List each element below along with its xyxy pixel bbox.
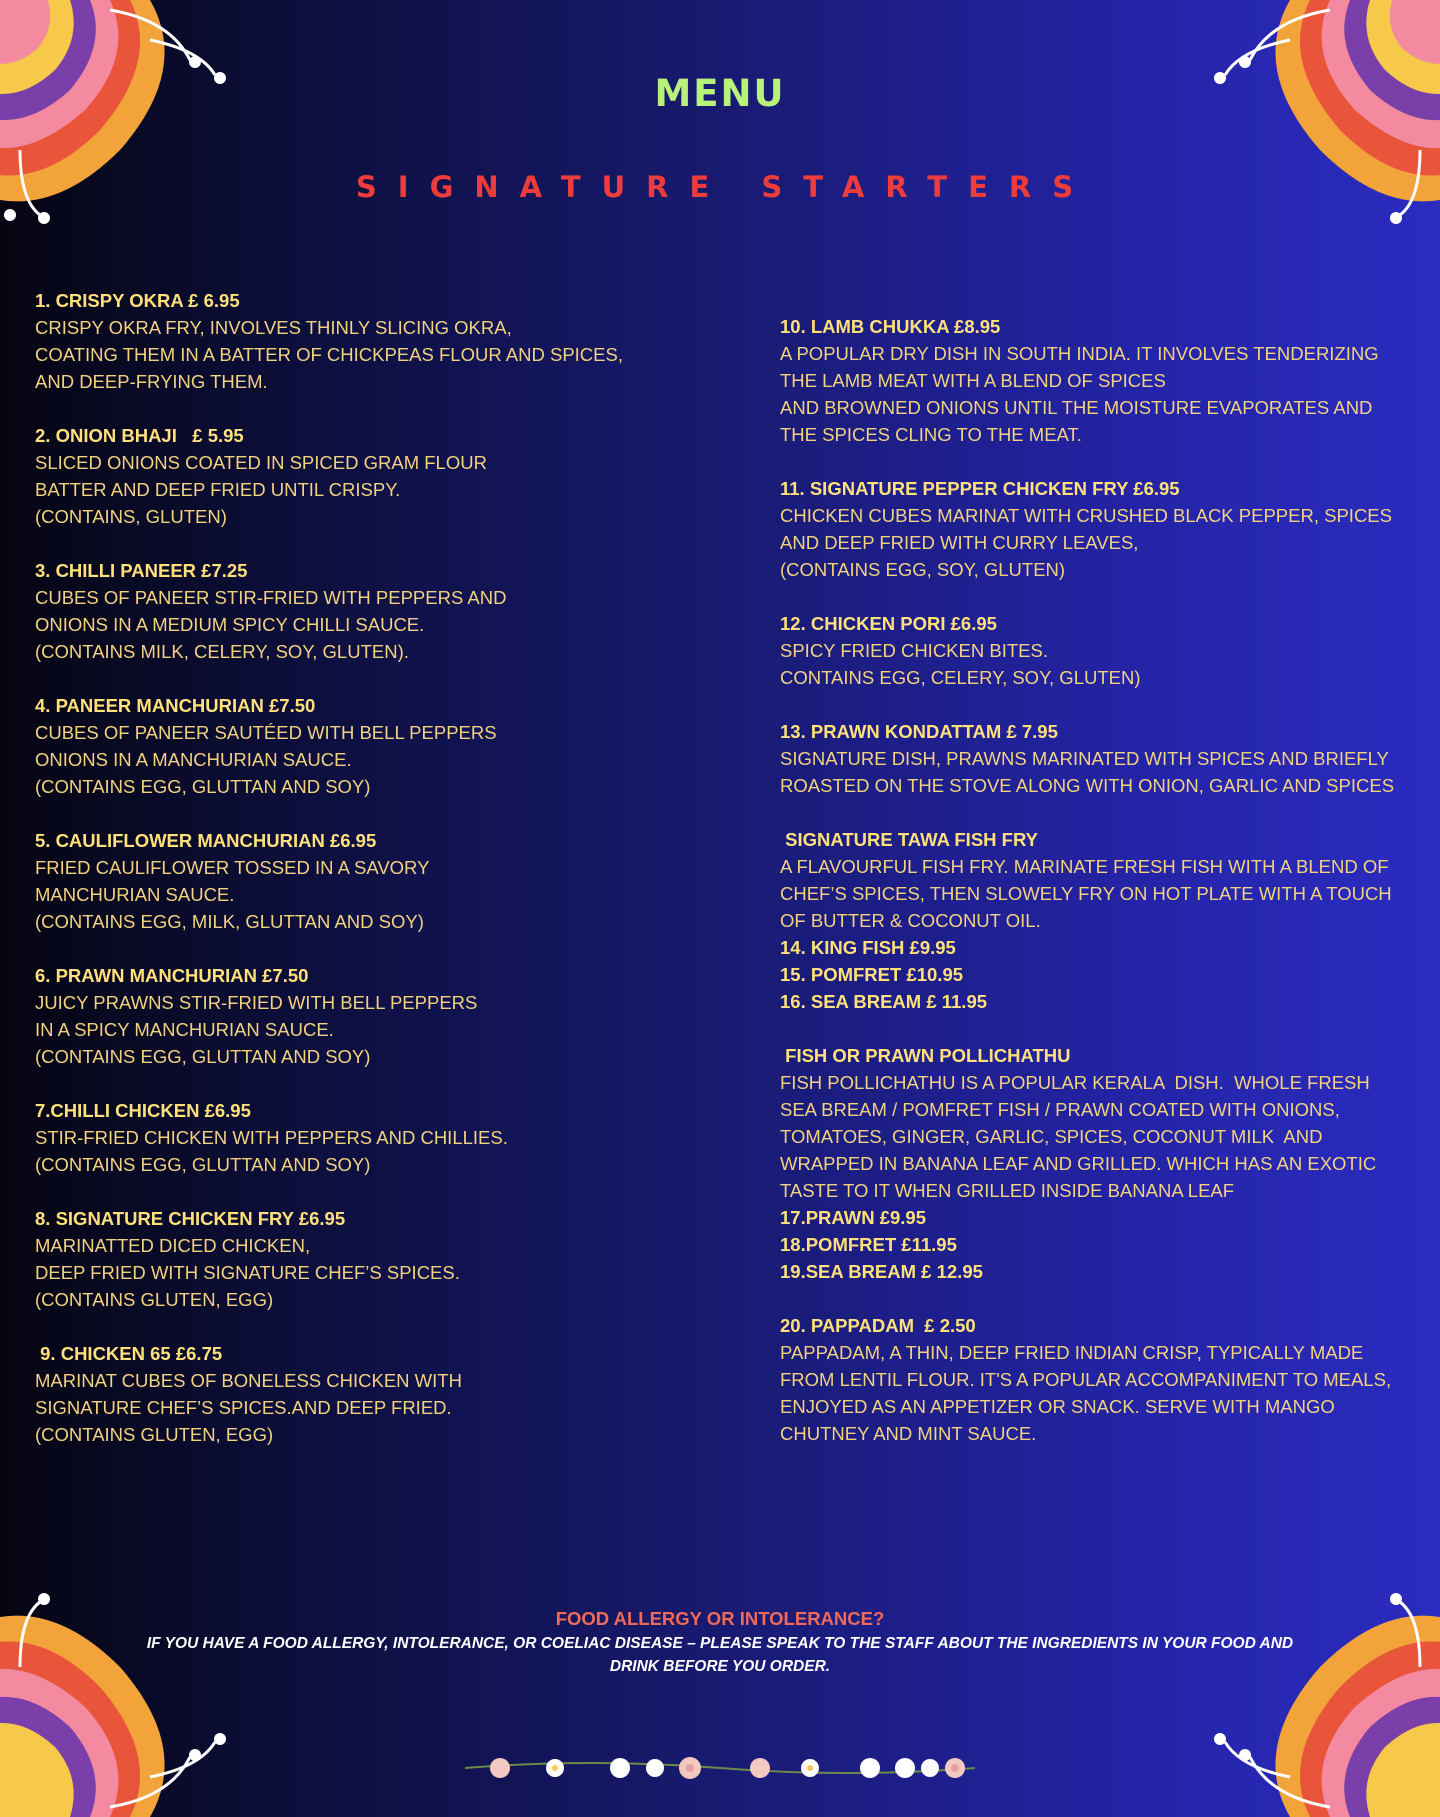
menu-item-description: TASTE TO IT WHEN GRILLED INSIDE BANANA LEAF xyxy=(780,1180,1235,1201)
menu-item-description: MARINATTED DICED CHICKEN, xyxy=(35,1235,311,1256)
menu-item-description: MARINAT CUBES OF BONELESS CHICKEN WITH xyxy=(35,1370,462,1391)
menu-item-description: THE LAMB MEAT WITH A BLEND OF SPICES xyxy=(780,370,1166,391)
menu-item-description: ONIONS IN A MEDIUM SPICY CHILLI SAUCE. xyxy=(35,614,425,635)
menu-item-description: AND BROWNED ONIONS UNTIL THE MOISTURE EVAPORATES AND xyxy=(780,397,1373,418)
menu-item-name: 3. CHILLI PANEER £7.25 xyxy=(35,560,248,581)
menu-item-description: SIGNATURE CHEF’S SPICES.AND DEEP FRIED. xyxy=(35,1397,452,1418)
menu-item xyxy=(780,718,1430,799)
menu-item-description: TOMATOES, GINGER, GARLIC, SPICES, COCONUT MILK AND xyxy=(780,1126,1323,1147)
menu-item-name: 12. CHICKEN PORI £6.95 xyxy=(780,613,997,634)
menu-item-description: COATING THEM IN A BATTER OF CHICKPEAS FLOUR AND SPICES, xyxy=(35,344,623,365)
menu-item-description: AND DEEP-FRYING THEM. xyxy=(35,371,268,392)
menu-item-description: (CONTAINS EGG, GLUTTAN AND SOY) xyxy=(35,776,371,797)
menu-item-description: SIGNATURE DISH, PRAWNS MARINATED WITH SPICES AND BRIEFLY xyxy=(780,748,1389,769)
mandala-corner-icon xyxy=(1180,0,1440,240)
menu-item-description: CUBES OF PANEER STIR-FRIED WITH PEPPERS AND xyxy=(35,587,507,608)
menu-column-right xyxy=(780,313,1430,1474)
menu-item-description: (CONTAINS MILK, CELERY, SOY, GLUTEN). xyxy=(35,641,409,662)
menu-item xyxy=(35,1097,755,1178)
menu-item xyxy=(35,692,755,800)
menu-item-description: IN A SPICY MANCHURIAN SAUCE. xyxy=(35,1019,334,1040)
menu-item-variant: 18.POMFRET £11.95 xyxy=(780,1234,957,1255)
menu-item-description: THE SPICES CLING TO THE MEAT. xyxy=(780,424,1082,445)
menu-item-name: 20. PAPPADAM £ 2.50 xyxy=(780,1315,976,1336)
menu-item-description: AND DEEP FRIED WITH CURRY LEAVES, xyxy=(780,532,1139,553)
menu-item-description: (CONTAINS EGG, SOY, GLUTEN) xyxy=(780,559,1066,580)
menu-item-name: 13. PRAWN KONDATTAM £ 7.95 xyxy=(780,721,1058,742)
menu-item-name: 11. SIGNATURE PEPPER CHICKEN FRY £6.95 xyxy=(780,478,1180,499)
menu-item-description: STIR-FRIED CHICKEN WITH PEPPERS AND CHILLIES. xyxy=(35,1127,508,1148)
menu-item-description: CHICKEN CUBES MARINAT WITH CRUSHED BLACK PEPPER, SPICES xyxy=(780,505,1392,526)
menu-item-variant: 19.SEA BREAM £ 12.95 xyxy=(780,1261,983,1282)
menu-item-description: CHEF’S SPICES, THEN SLOWELY FRY ON HOT PLATE WITH A TOUCH xyxy=(780,883,1392,904)
menu-item-description: (CONTAINS GLUTEN, EGG) xyxy=(35,1289,274,1310)
menu-item-description: SEA BREAM / POMFRET FISH / PRAWN COATED WITH ONIONS, xyxy=(780,1099,1340,1120)
menu-item-name: 4. PANEER MANCHURIAN £7.50 xyxy=(35,695,316,716)
menu-item-name: 9. CHICKEN 65 £6.75 xyxy=(35,1343,223,1364)
menu-item-variant: 17.PRAWN £9.95 xyxy=(780,1207,927,1228)
menu-item xyxy=(780,1042,1430,1285)
flower-garland-icon xyxy=(460,1748,980,1788)
menu-item-description: MANCHURIAN SAUCE. xyxy=(35,884,235,905)
menu-item-name: SIGNATURE TAWA FISH FRY xyxy=(780,829,1038,850)
menu-item-description: ONIONS IN A MANCHURIAN SAUCE. xyxy=(35,749,352,770)
menu-item xyxy=(35,422,755,530)
menu-item-name: 5. CAULIFLOWER MANCHURIAN £6.95 xyxy=(35,830,377,851)
menu-item-description: (CONTAINS EGG, GLUTTAN AND SOY) xyxy=(35,1046,371,1067)
menu-item-description: CUBES OF PANEER SAUTÉED WITH BELL PEPPERS xyxy=(35,722,497,743)
menu-item-description: CONTAINS EGG, CELERY, SOY, GLUTEN) xyxy=(780,667,1141,688)
menu-item-description: (CONTAINS GLUTEN, EGG) xyxy=(35,1424,274,1445)
menu-item-name: 7.CHILLI CHICKEN £6.95 xyxy=(35,1100,251,1121)
menu-item-variant: 16. SEA BREAM £ 11.95 xyxy=(780,991,988,1012)
menu-item xyxy=(780,610,1430,691)
allergy-text: IF YOU HAVE A FOOD ALLERGY, INTOLERANCE, OR COELIAC DISEASE – PLEASE SPEAK TO THE STAFF ABOUT THE INGREDIENTS IN YOUR FOOD AND DRINK BEFORE YOU ORDER. xyxy=(146,1635,1294,1675)
menu-item-name: 2. ONION BHAJI £ 5.95 xyxy=(35,425,244,446)
menu-item-description: A FLAVOURFUL FISH FRY. MARINATE FRESH FISH WITH A BLEND OF xyxy=(780,856,1389,877)
menu-item-description: A POPULAR DRY DISH IN SOUTH INDIA. IT INVOLVES TENDERIZING xyxy=(780,343,1379,364)
allergy-notice xyxy=(0,1606,1440,1678)
menu-item-description: CRISPY OKRA FRY, INVOLVES THINLY SLICING OKRA, xyxy=(35,317,512,338)
section-title: SIGNATURE STARTERS xyxy=(355,170,1095,204)
menu-item-variant: 15. POMFRET £10.95 xyxy=(780,964,964,985)
menu-item-description: WRAPPED IN BANANA LEAF AND GRILLED. WHICH HAS AN EXOTIC xyxy=(780,1153,1377,1174)
menu-item-description: (CONTAINS, GLUTEN) xyxy=(35,506,227,527)
menu-item xyxy=(780,475,1430,583)
menu-item-name: 10. LAMB CHUKKA £8.95 xyxy=(780,316,1001,337)
menu-item-name: 6. PRAWN MANCHURIAN £7.50 xyxy=(35,965,309,986)
menu-item-description: FISH POLLICHATHU IS A POPULAR KERALA DISH. WHOLE FRESH xyxy=(780,1072,1370,1093)
menu-item xyxy=(780,313,1430,448)
menu-item-description: SPICY FRIED CHICKEN BITES. xyxy=(780,640,1048,661)
allergy-title: FOOD ALLERGY OR INTOLERANCE? xyxy=(555,1608,885,1629)
menu-item xyxy=(35,557,755,665)
menu-item xyxy=(35,1205,755,1313)
mandala-corner-icon xyxy=(0,0,260,240)
menu-item-description: ROASTED ON THE STOVE ALONG WITH ONION, GARLIC AND SPICES xyxy=(780,775,1395,796)
menu-item xyxy=(780,1312,1430,1447)
menu-item-description: OF BUTTER & COCONUT OIL. xyxy=(780,910,1041,931)
menu-item-description: CHUTNEY AND MINT SAUCE. xyxy=(780,1423,1037,1444)
menu-item xyxy=(35,827,755,935)
menu-item-description: (CONTAINS EGG, MILK, GLUTTAN AND SOY) xyxy=(35,911,424,932)
menu-item xyxy=(35,287,755,395)
menu-item-name: 1. CRISPY OKRA £ 6.95 xyxy=(35,290,240,311)
menu-item xyxy=(35,962,755,1070)
menu-item-description: FRIED CAULIFLOWER TOSSED IN A SAVORY xyxy=(35,857,430,878)
menu-column-left xyxy=(35,287,755,1475)
menu-item-description: DEEP FRIED WITH SIGNATURE CHEF’S SPICES. xyxy=(35,1262,460,1283)
menu-item-description: FROM LENTIL FLOUR. IT'S A POPULAR ACCOMPANIMENT TO MEALS, xyxy=(780,1369,1392,1390)
menu-item-name: 8. SIGNATURE CHICKEN FRY £6.95 xyxy=(35,1208,346,1229)
menu-item-description: ENJOYED AS AN APPETIZER OR SNACK. SERVE WITH MANGO xyxy=(780,1396,1335,1417)
menu-item-variant: 14. KING FISH £9.95 xyxy=(780,937,956,958)
menu-item-description: JUICY PRAWNS STIR-FRIED WITH BELL PEPPERS xyxy=(35,992,478,1013)
menu-item-description: SLICED ONIONS COATED IN SPICED GRAM FLOUR xyxy=(35,452,487,473)
page-title: MENU xyxy=(654,72,786,115)
menu-item-name: FISH OR PRAWN POLLICHATHU xyxy=(780,1045,1071,1066)
menu-item-description: PAPPADAM, A THIN, DEEP FRIED INDIAN CRISP, TYPICALLY MADE xyxy=(780,1342,1364,1363)
menu-item xyxy=(35,1340,755,1448)
menu-item-description: (CONTAINS EGG, GLUTTAN AND SOY) xyxy=(35,1154,371,1175)
menu-item xyxy=(780,826,1430,1015)
menu-item-description: BATTER AND DEEP FRIED UNTIL CRISPY. xyxy=(35,479,401,500)
